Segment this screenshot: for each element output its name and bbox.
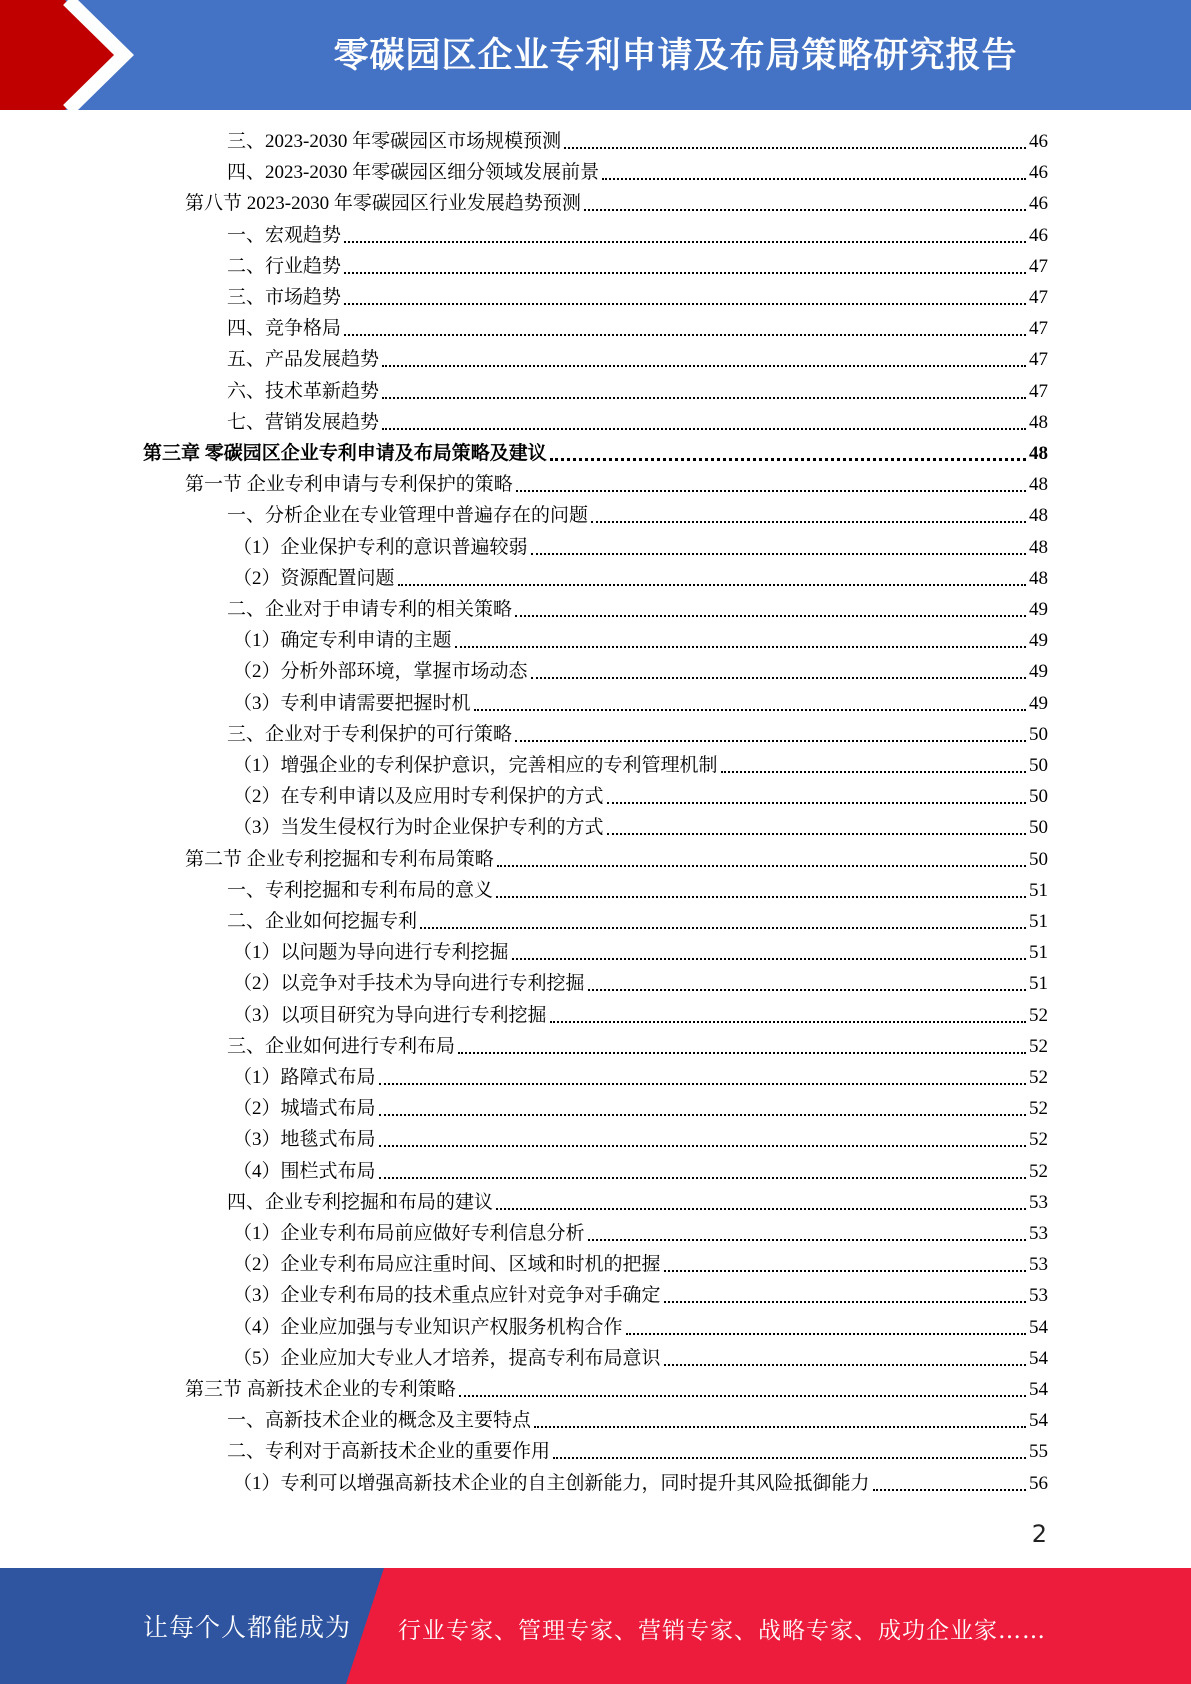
toc-entry[interactable]	[233, 751, 1048, 782]
toc-entry-page: 51	[1029, 911, 1048, 932]
toc-entry-page: 54	[1029, 1379, 1048, 1400]
toc-entry[interactable]	[233, 1313, 1048, 1344]
toc-dot-leader	[382, 428, 1026, 430]
toc-entry-title: （2）企业专利布局应注重时间、区域和时机的把握	[233, 1254, 661, 1275]
toc-entry[interactable]	[227, 1437, 1048, 1468]
toc-entry-page: 48	[1029, 474, 1048, 495]
toc-entry-page: 51	[1029, 880, 1048, 901]
toc-entry-page: 46	[1029, 162, 1048, 183]
toc-entry-page: 53	[1029, 1192, 1048, 1213]
toc-entry-page: 52	[1029, 1036, 1048, 1057]
toc-entry-page: 56	[1029, 1473, 1048, 1494]
toc-dot-leader	[721, 771, 1026, 773]
toc-entry-title: 三、企业对于专利保护的可行策略	[227, 724, 513, 745]
toc-entry-page: 52	[1029, 1129, 1048, 1150]
toc-entry-title: 六、技术革新趋势	[227, 381, 380, 402]
toc-entry-page: 54	[1029, 1317, 1048, 1338]
toc-dot-leader	[515, 615, 1026, 617]
toc-entry-page: 46	[1029, 193, 1048, 214]
toc-entry-page: 52	[1029, 1161, 1048, 1182]
toc-entry-page: 55	[1029, 1441, 1048, 1462]
toc-entry-title: 三、2023-2030 年零碳园区市场规模预测	[227, 131, 562, 152]
toc-entry-page: 49	[1029, 630, 1048, 651]
toc-entry-page: 54	[1029, 1410, 1048, 1431]
toc-entry-title: 三、市场趋势	[227, 287, 342, 308]
toc-entry-page: 51	[1029, 973, 1048, 994]
toc-dot-leader	[379, 1114, 1026, 1116]
toc-dot-leader	[588, 989, 1026, 991]
toc-entry[interactable]	[233, 1250, 1048, 1281]
toc-entry[interactable]	[227, 720, 1048, 751]
toc-entry[interactable]	[227, 408, 1048, 439]
toc-entry-title: 一、专利挖掘和专利布局的意义	[227, 880, 494, 901]
toc-entry-title: 第三节 高新技术企业的专利策略	[185, 1379, 456, 1400]
toc-entry[interactable]	[233, 1281, 1048, 1312]
toc-dot-leader	[382, 365, 1026, 367]
toc-entry-title: （1）企业专利布局前应做好专利信息分析	[233, 1223, 585, 1244]
toc-dot-leader	[458, 1052, 1026, 1054]
toc-entry-page: 54	[1029, 1348, 1048, 1369]
toc-entry-page: 47	[1029, 287, 1048, 308]
toc-entry-title: 第二节 企业专利挖掘和专利布局策略	[185, 849, 494, 870]
toc-entry-page: 50	[1029, 817, 1048, 838]
toc-entry[interactable]	[227, 127, 1048, 158]
toc-entry-title: 七、营销发展趋势	[227, 412, 380, 433]
toc-entry-title: （5）企业应加大专业人才培养，提高专利布局意识	[233, 1348, 661, 1369]
toc-dot-leader	[553, 1457, 1026, 1459]
toc-entry[interactable]	[233, 1157, 1048, 1188]
toc-dot-leader	[512, 958, 1026, 960]
toc-entry[interactable]	[227, 377, 1048, 408]
toc-dot-leader	[382, 397, 1026, 399]
toc-entry[interactable]	[233, 564, 1048, 595]
toc-entry-page: 53	[1029, 1285, 1048, 1306]
toc-entry-title: （1）专利可以增强高新技术企业的自主创新能力，同时提升其风险抵御能力	[233, 1473, 870, 1494]
toc-dot-leader	[550, 1021, 1026, 1023]
toc-entry-title: （4）企业应加强与专业知识产权服务机构合作	[233, 1317, 623, 1338]
toc-entry-title: 第一节 企业专利申请与专利保护的策略	[185, 474, 513, 495]
toc-entry-title: 三、企业如何进行专利布局	[227, 1036, 456, 1057]
toc-entry-title: 第三章 零碳园区企业专利申请及布局策略及建议	[143, 443, 547, 464]
toc-dot-leader	[496, 896, 1026, 898]
toc-entry[interactable]	[185, 845, 1048, 876]
toc-entry-page: 48	[1029, 505, 1048, 526]
toc-entry-page: 53	[1029, 1254, 1048, 1275]
toc-entry-page: 52	[1029, 1067, 1048, 1088]
toc-entry-title: （1）企业保护专利的意识普遍较弱	[233, 537, 528, 558]
toc-entry-page: 46	[1029, 225, 1048, 246]
toc-dot-leader	[497, 865, 1026, 867]
toc-dot-leader	[664, 1364, 1026, 1366]
toc-entry[interactable]	[227, 907, 1048, 938]
toc-entry-page: 52	[1029, 1098, 1048, 1119]
toc-entry-title: 四、企业专利挖掘和布局的建议	[227, 1192, 494, 1213]
toc-entry-title: （2）在专利申请以及应用时专利保护的方式	[233, 786, 604, 807]
toc-dot-leader	[607, 802, 1026, 804]
toc-entry[interactable]	[185, 1375, 1048, 1406]
toc-entry[interactable]	[227, 221, 1048, 252]
toc-entry-page: 50	[1029, 786, 1048, 807]
toc-entry-title: （3）地毯式布局	[233, 1129, 376, 1150]
toc-entry-title: （3）企业专利布局的技术重点应针对竞争对手确定	[233, 1285, 661, 1306]
report-title: 零碳园区企业专利申请及布局策略研究报告	[333, 36, 1018, 76]
toc-entry[interactable]	[233, 782, 1048, 813]
toc-entry-page: 49	[1029, 693, 1048, 714]
toc-dot-leader	[607, 833, 1026, 835]
toc-entry[interactable]	[233, 657, 1048, 688]
footer-slogan-left: 让每个人都能成为	[143, 1613, 352, 1642]
toc-dot-leader	[474, 709, 1026, 711]
toc-entry-page: 50	[1029, 849, 1048, 870]
page-number: 2	[1031, 1520, 1047, 1548]
toc-entry-title: （2）城墙式布局	[233, 1098, 376, 1119]
toc-dot-leader	[420, 927, 1026, 929]
toc-entry[interactable]	[233, 1469, 1048, 1500]
toc-entry[interactable]	[227, 252, 1048, 283]
toc-entry-page: 53	[1029, 1223, 1048, 1244]
toc-entry-title: （1）确定专利申请的主题	[233, 630, 452, 651]
toc-entry[interactable]	[227, 1032, 1048, 1063]
toc-dot-leader	[379, 1145, 1026, 1147]
toc-entry[interactable]	[233, 689, 1048, 720]
toc-dot-leader	[664, 1301, 1026, 1303]
toc-entry-title: （1）增强企业的专利保护意识，完善相应的专利管理机制	[233, 755, 718, 776]
toc-entry[interactable]	[185, 189, 1048, 220]
toc-dot-leader	[584, 209, 1026, 211]
toc-entry-title: （2）以竞争对手技术为导向进行专利挖掘	[233, 973, 585, 994]
toc-entry-page: 47	[1029, 381, 1048, 402]
toc-entry-page: 50	[1029, 755, 1048, 776]
toc-entry-title: 二、行业趋势	[227, 256, 342, 277]
toc-entry-page: 49	[1029, 661, 1048, 682]
toc-dot-leader	[591, 521, 1026, 523]
toc-entry-title: （4）围栏式布局	[233, 1161, 376, 1182]
toc-dot-leader	[664, 1270, 1026, 1272]
toc-entry[interactable]	[233, 938, 1048, 969]
toc-entry-page: 47	[1029, 318, 1048, 339]
toc-entry[interactable]	[233, 626, 1048, 657]
toc-entry-title: 四、竞争格局	[227, 318, 342, 339]
toc-entry-page: 48	[1029, 568, 1048, 589]
toc-dot-leader	[602, 178, 1026, 180]
toc-entry-page: 47	[1029, 256, 1048, 277]
toc-entry-title: （3）专利申请需要把握时机	[233, 693, 471, 714]
toc-dot-leader	[531, 677, 1026, 679]
toc-entry[interactable]	[233, 1125, 1048, 1156]
toc-entry[interactable]	[233, 1094, 1048, 1125]
toc-entry[interactable]	[227, 876, 1048, 907]
page-header	[0, 0, 1191, 110]
toc-entry[interactable]	[233, 533, 1048, 564]
toc-entry-title: （2）分析外部环境，掌握市场动态	[233, 661, 528, 682]
toc-dot-leader	[379, 1177, 1026, 1179]
toc-dot-leader	[626, 1333, 1026, 1335]
toc-entry-page: 49	[1029, 599, 1048, 620]
toc-entry-title: 第八节 2023-2030 年零碳园区行业发展趋势预测	[185, 193, 581, 214]
toc-entry[interactable]	[227, 158, 1048, 189]
toc-dot-leader	[379, 1083, 1026, 1085]
toc-entry-title: 一、高新技术企业的概念及主要特点	[227, 1410, 532, 1431]
toc-dot-leader	[459, 1395, 1026, 1397]
toc-dot-leader	[516, 490, 1026, 492]
toc-entry-title: （1）路障式布局	[233, 1067, 376, 1088]
toc-entry[interactable]	[227, 283, 1048, 314]
toc-dot-leader	[588, 1239, 1026, 1241]
toc-entry[interactable]	[233, 1001, 1048, 1032]
toc-entry-title: （2）资源配置问题	[233, 568, 395, 589]
toc-entry[interactable]	[233, 969, 1048, 1000]
toc-dot-leader	[344, 272, 1026, 274]
toc-dot-leader	[455, 646, 1026, 648]
toc-dot-leader	[398, 584, 1026, 586]
toc-entry-page: 48	[1029, 537, 1048, 558]
toc-entry-page: 46	[1029, 131, 1048, 152]
toc-entry[interactable]	[227, 1188, 1048, 1219]
toc-entry-page: 48	[1029, 412, 1048, 433]
toc-entry-page: 51	[1029, 942, 1048, 963]
toc-entry-title: 二、企业对于申请专利的相关策略	[227, 599, 513, 620]
toc-entry[interactable]	[227, 314, 1048, 345]
toc-entry[interactable]	[233, 813, 1048, 844]
toc-entry-title: 四、2023-2030 年零碳园区细分领域发展前景	[227, 162, 600, 183]
toc-entry-page: 48	[1029, 443, 1048, 464]
toc-entry[interactable]	[233, 1063, 1048, 1094]
toc-entry-title: 一、分析企业在专业管理中普遍存在的问题	[227, 505, 589, 526]
toc-entry-title: （1）以问题为导向进行专利挖掘	[233, 942, 509, 963]
toc-dot-leader	[564, 147, 1026, 149]
toc-entry-title: 二、专利对于高新技术企业的重要作用	[227, 1441, 551, 1462]
toc-entry[interactable]	[233, 1219, 1048, 1250]
toc-entry-title: （3）当发生侵权行为时企业保护专利的方式	[233, 817, 604, 838]
toc-dot-leader	[515, 740, 1026, 742]
toc-dot-leader	[534, 1426, 1026, 1428]
toc-dot-leader	[344, 334, 1026, 336]
toc-entry[interactable]	[227, 501, 1048, 532]
toc-entry-page: 52	[1029, 1005, 1048, 1026]
toc-dot-leader	[531, 553, 1026, 555]
toc-entry[interactable]	[227, 1406, 1048, 1437]
toc-dot-leader	[496, 1208, 1026, 1210]
toc-entry-title: 二、企业如何挖掘专利	[227, 911, 418, 932]
toc-entry-title: 一、宏观趋势	[227, 225, 342, 246]
toc-dot-leader	[873, 1489, 1026, 1491]
page-footer	[0, 1568, 1191, 1684]
toc-entry[interactable]	[185, 470, 1048, 501]
toc-entry[interactable]	[143, 439, 1048, 470]
toc-dot-leader	[550, 458, 1026, 461]
toc-dot-leader	[344, 303, 1026, 305]
toc-dot-leader	[344, 241, 1026, 243]
toc-entry[interactable]	[227, 595, 1048, 626]
toc-entry[interactable]	[227, 345, 1048, 376]
footer-slogan-right: 行业专家、管理专家、营销专家、战略专家、成功企业家……	[398, 1618, 1046, 1644]
toc-entry-page: 50	[1029, 724, 1048, 745]
toc-entry-page: 47	[1029, 349, 1048, 370]
toc-entry-title: （3）以项目研究为导向进行专利挖掘	[233, 1005, 547, 1026]
toc-entry[interactable]	[233, 1344, 1048, 1375]
toc-entry-title: 五、产品发展趋势	[227, 349, 380, 370]
